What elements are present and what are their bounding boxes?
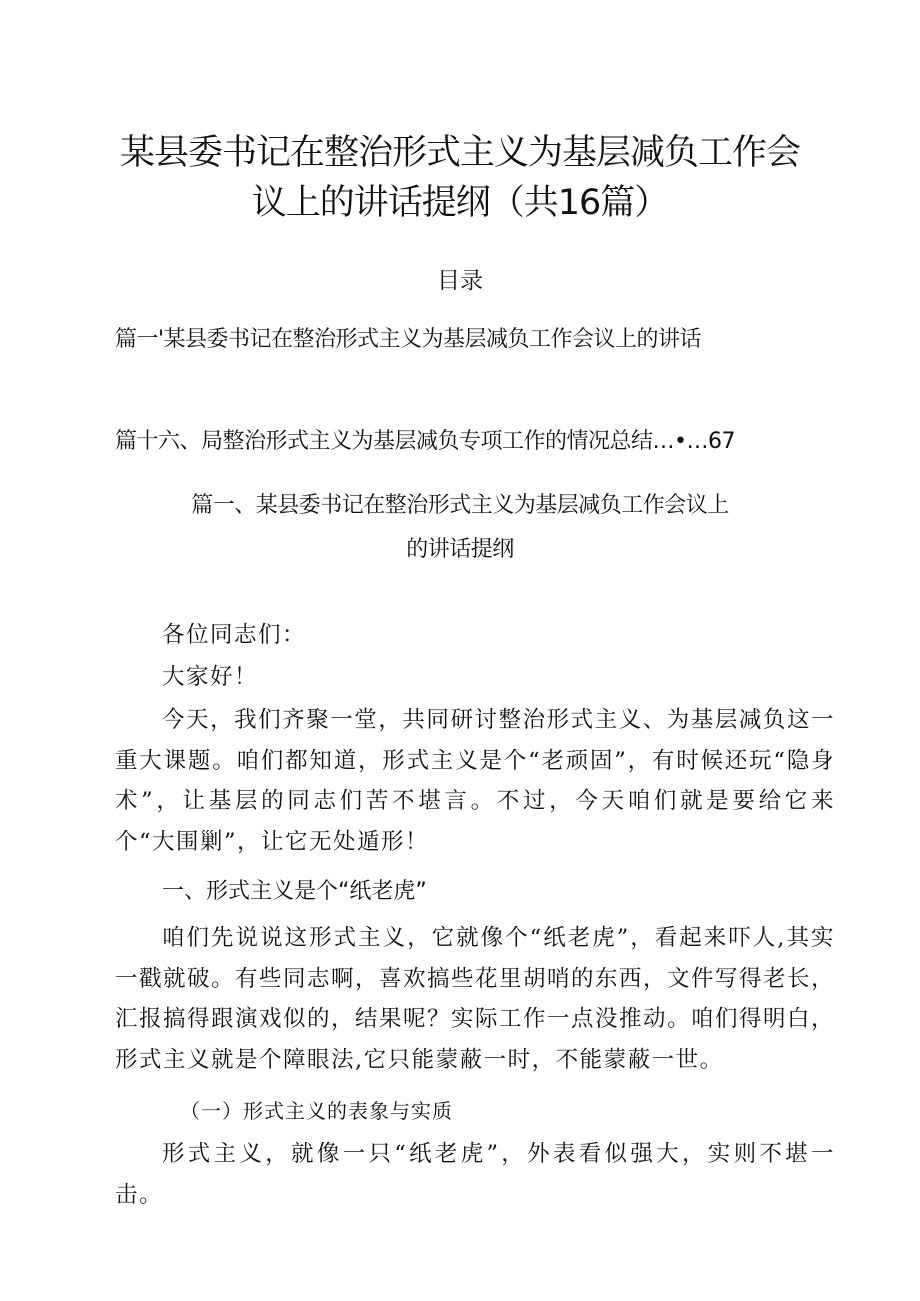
toc-item: 篇十六、局整治形式主义为基层减负专项工作的情况总结…•…67 [115,429,735,454]
toc-item: 篇一'某县委书记在整治形式主义为基层减负工作会议上的讲话 [115,327,702,352]
section-title-line-1: 篇一、某县委书记在整治形式主义为基层减负工作会议上 [191,493,729,518]
title-line-1: 某县委书记在整治形式主义为基层减负工作会 [119,133,800,173]
heading-level-2: （一）形式主义的表象与实质 [180,1099,453,1123]
greeting: 各位同志们： [162,622,307,648]
paragraph-2: 咱们先说说这形式主义，它就像个“纸老虎”，看起来吓人,其实一戳就破。有些同志啊，喜欢搞些花里胡哨的东西，文件写得老长，汇报搞得跟演戏似的，结果呢？实际工作一点没推动。咱们得明白，形式主义就是个障眼法,它只能蒙蔽一时，不能蒙蔽一世。 [115,925,836,1073]
paragraph-3: 形式主义，就像一只“纸老虎”，外表看似强大，实则不堪一击。 [115,1141,835,1208]
toc-heading: 目录 [437,268,483,294]
title-line-2: 议上的讲话提纲（共16篇） [251,183,669,223]
section-title-line-2: 的讲话提纲 [406,537,514,562]
section-title [100,484,820,572]
document-title [100,128,820,228]
heading-level-1: 一、形式主义是个“纸老虎” [162,879,427,904]
hello-line: 大家好！ [162,664,259,690]
paragraph-1: 今天，我们齐聚一堂，共同研讨整治形式主义、为基层减负这一重大课题。咱们都知道，形式主义是个“老顽固”，有时候还玩“隐身术”，让基层的同志们苦不堪言。不过，今天咱们就是要给它来个“大围剿”，让它无处遁形！ [115,707,835,855]
